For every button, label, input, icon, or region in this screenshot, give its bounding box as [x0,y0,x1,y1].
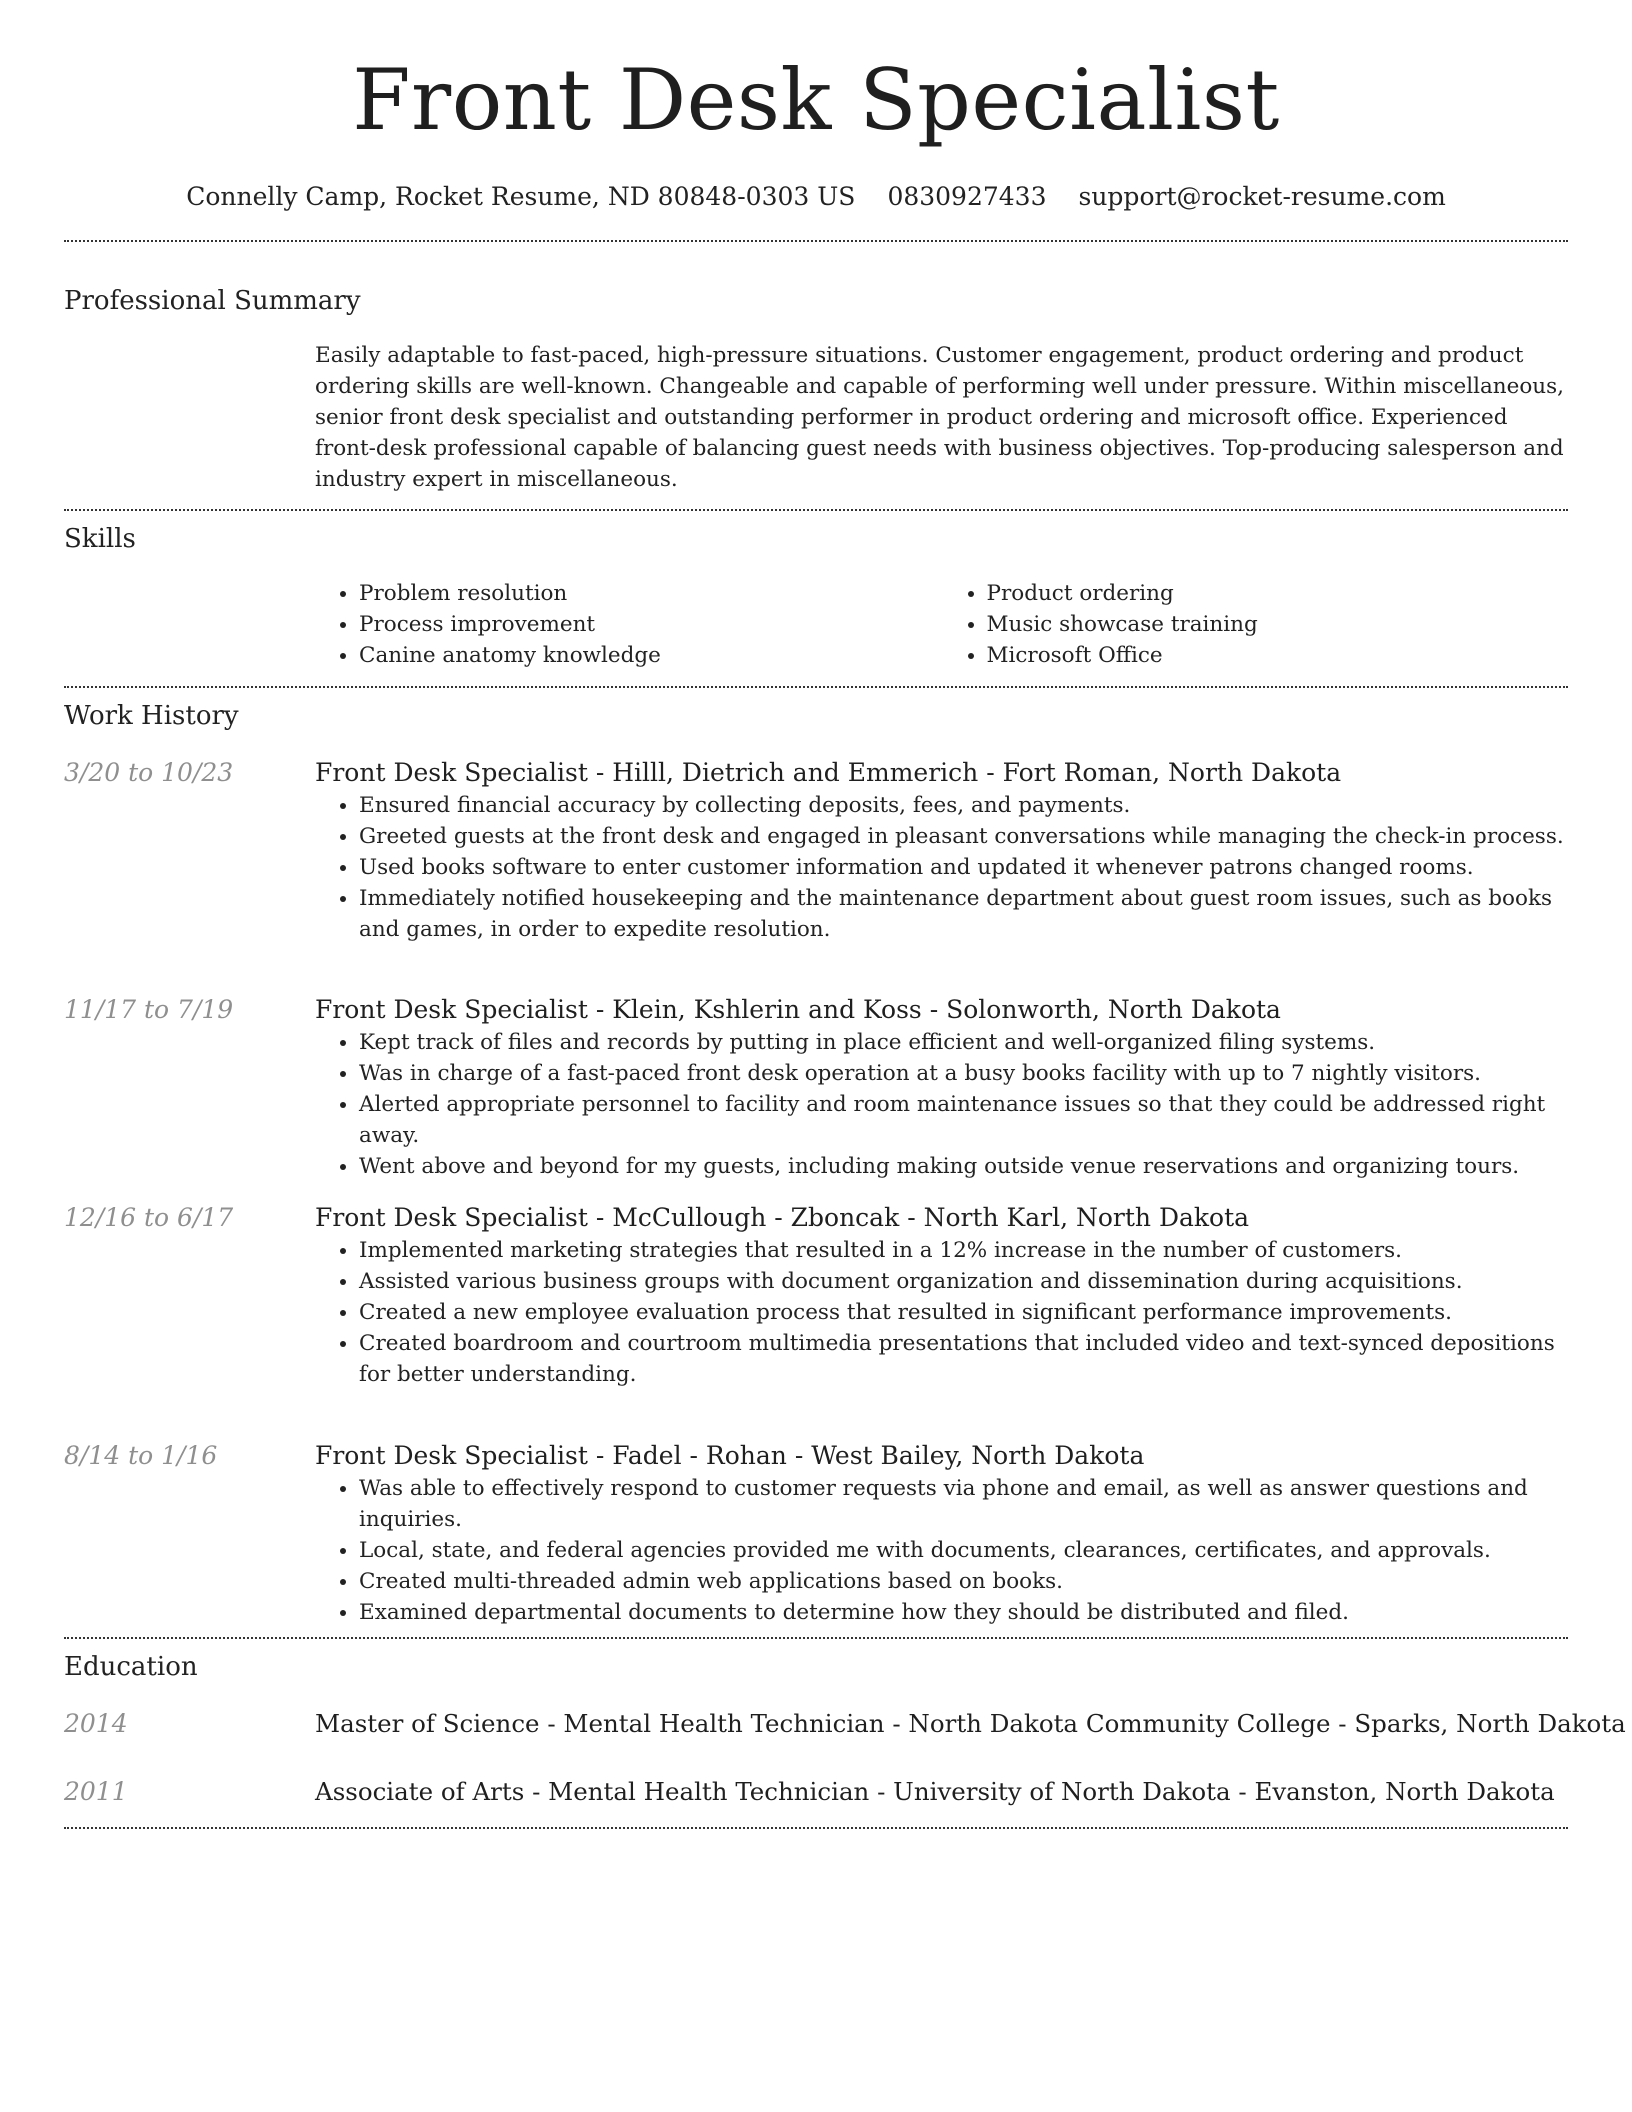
job-dates: 11/17 to 7/19 [64,995,234,1024]
section-title-work: Work History [64,701,239,731]
education-year: 2014 [64,1709,128,1738]
job-dates: 8/14 to 1/16 [64,1441,218,1470]
job-bullet: • Ensured financial accuracy by collecting deposits, fees, and payments. [359,790,1570,821]
section-title-education: Education [64,1652,198,1682]
job-bullet: • Kept track of files and records by putting in place efficient and well-organized filing systems. [359,1027,1570,1058]
job-bullet: • Examined departmental documents to determine how they should be distributed and filed. [359,1597,1570,1628]
job-entry [315,756,1570,945]
section-title-summary: Professional Summary [64,286,361,316]
job-title: Front Desk Specialist - Fadel - Rohan - West Bailey, North Dakota [315,1441,1145,1470]
contact-line [0,180,1632,214]
job-title: Front Desk Specialist - Klein, Kshlerin and Koss - Solonworth, North Dakota [315,995,1281,1024]
job-entry [315,993,1570,1182]
section-title-skills: Skills [64,524,136,554]
job-title: Front Desk Specialist - Hilll, Dietrich and Emmerich - Fort Roman, North Dakota [315,758,1342,787]
education-year: 2011 [64,1777,128,1806]
skills-column-left [315,578,943,671]
job-bullets [315,1473,1570,1628]
email: support@rocket-resume.com [1078,182,1446,211]
phone: 0830927433 [887,182,1047,211]
job-bullets [315,1235,1570,1390]
divider [64,509,1568,511]
education-title: Master of Science - Mental Health Technician - North Dakota Community College - Sparks, North Dakota [315,1709,1626,1738]
skill-item: • Problem resolution [359,578,943,609]
job-bullet: • Created multi-threaded admin web applications based on books. [359,1566,1570,1597]
job-dates: 3/20 to 10/23 [64,758,234,787]
job-bullet: • Assisted various business groups with document organization and dissemination during acquisitions. [359,1266,1570,1297]
job-bullet: • Alerted appropriate personnel to facility and room maintenance issues so that they could be addressed right away. [359,1089,1570,1151]
job-bullet: • Local, state, and federal agencies provided me with documents, clearances, certificates, and approvals. [359,1535,1570,1566]
job-bullets [315,790,1570,945]
divider [64,686,1568,688]
job-dates: 12/16 to 6/17 [64,1203,234,1232]
skill-item: • Microsoft Office [987,640,1571,671]
job-bullet: • Used books software to enter customer information and updated it whenever patrons changed rooms. [359,852,1570,883]
job-bullet: • Created a new employee evaluation process that resulted in significant performance improvements. [359,1297,1570,1328]
skill-item: • Canine anatomy knowledge [359,640,943,671]
job-bullet: • Implemented marketing strategies that resulted in a 12% increase in the number of customers. [359,1235,1570,1266]
skill-item: • Product ordering [987,578,1571,609]
divider [64,240,1568,242]
candidate-name: Front Desk Specialist [352,51,1280,149]
job-entry [315,1201,1570,1390]
summary-text: Easily adaptable to fast-paced, high-pressure situations. Customer engagement, product ordering and product ordering skills are well-known. Changeable and capable of performing well under pressure. Within miscellaneous, senior front desk specialist and outstanding performer in product ordering and microsoft office. Experienced front-desk professional capable of balancing guest needs with business objectives. Top-producing salesperson and industry expert in miscellaneous. [315,343,1565,492]
skills-column-right [943,578,1571,671]
job-title: Front Desk Specialist - McCullough - Zboncak - North Karl, North Dakota [315,1203,1250,1232]
address: Connelly Camp, Rocket Resume, ND 80848-0303 US [186,182,856,211]
resume-header [0,0,1632,214]
job-bullets [315,1027,1570,1182]
summary-block [315,340,1570,495]
job-entry [315,1439,1570,1628]
job-bullet: • Created boardroom and courtroom multimedia presentations that included video and text-synced depositions for better understanding. [359,1328,1570,1390]
education-title: Associate of Arts - Mental Health Technician - University of North Dakota - Evanston, North Dakota [315,1777,1555,1806]
job-bullet: • Greeted guests at the front desk and engaged in pleasant conversations while managing the check-in process. [359,821,1570,852]
job-bullet: • Went above and beyond for my guests, including making outside venue reservations and organizing tours. [359,1151,1570,1182]
job-bullet: • Immediately notified housekeeping and the maintenance department about guest room issues, such as books and games, in order to expedite resolution. [359,883,1570,945]
job-bullet: • Was in charge of a fast-paced front desk operation at a busy books facility with up to 7 nightly visitors. [359,1058,1570,1089]
divider [64,1827,1568,1829]
skills-list [315,578,1570,671]
skill-item: • Music showcase training [987,609,1571,640]
skill-item: • Process improvement [359,609,943,640]
divider [64,1637,1568,1639]
job-bullet: • Was able to effectively respond to customer requests via phone and email, as well as answer questions and inquiries. [359,1473,1570,1535]
